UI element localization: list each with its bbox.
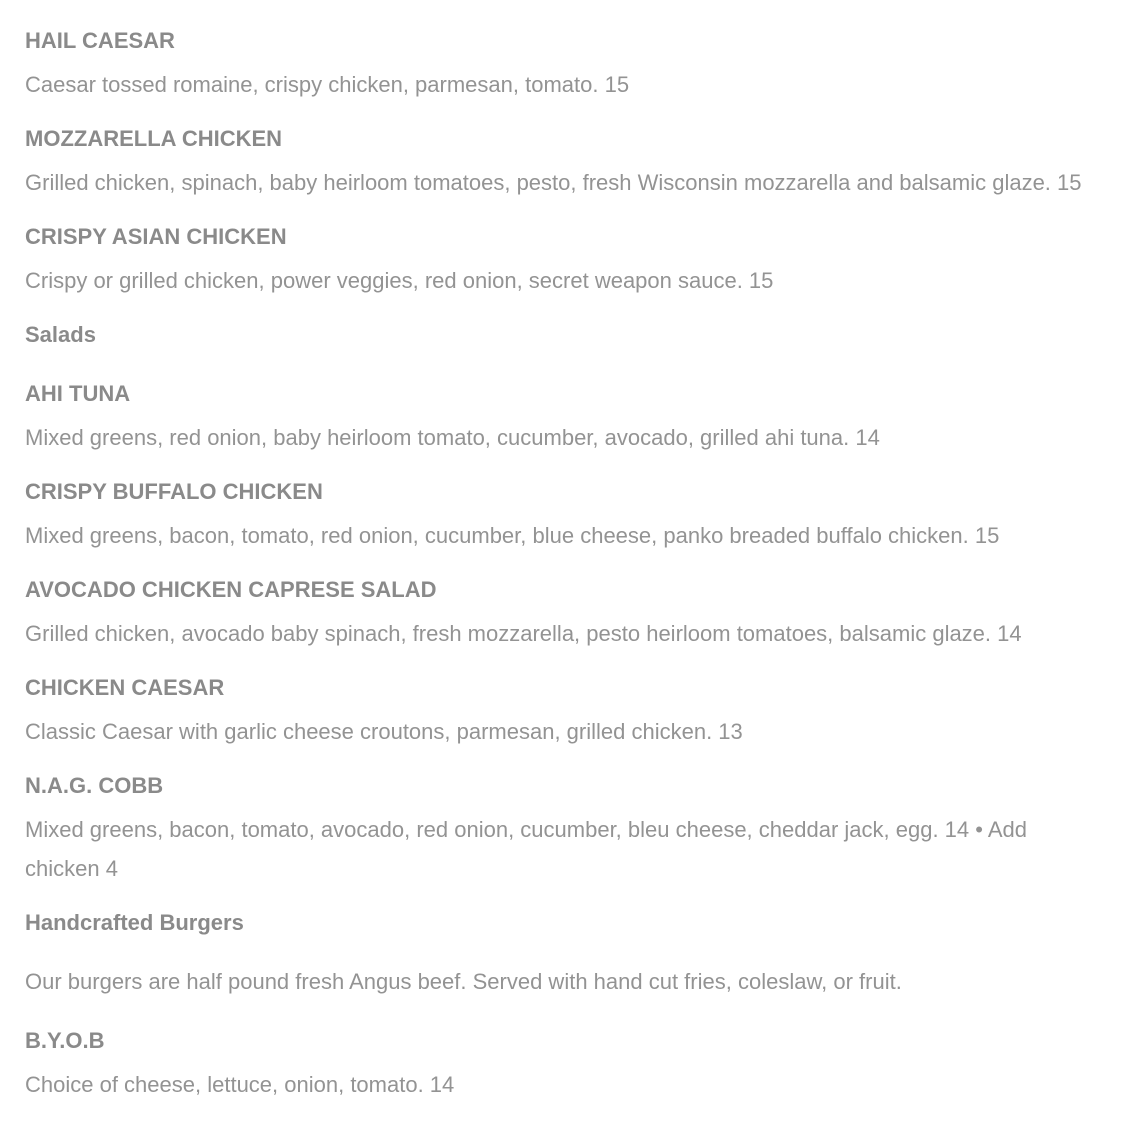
menu-item-title: MOZZARELLA CHICKEN <box>25 126 283 151</box>
menu-item-title: B.Y.O.B <box>25 1028 105 1053</box>
menu-item-avocado-chicken-caprese <box>25 575 1105 653</box>
menu-item-crispy-asian-chicken <box>25 222 1105 300</box>
menu-item-title: HAIL CAESAR <box>25 28 175 53</box>
section-heading-salads: Salads <box>25 322 96 347</box>
section-note-burgers: Our burgers are half pound fresh Angus beef. Served with hand cut fries, coleslaw, or fruit. <box>25 969 902 994</box>
menu-item-description: Mixed greens, bacon, tomato, avocado, red onion, cucumber, bleu cheese, cheddar jack, egg. 14 • Add chicken 4 <box>25 817 1027 881</box>
menu-item-title: CRISPY ASIAN CHICKEN <box>25 224 287 249</box>
menu-item-crispy-buffalo-chicken <box>25 477 1105 555</box>
menu-item-ahi-tuna <box>25 379 1105 457</box>
menu-item-nag-cobb <box>25 771 1105 888</box>
menu-item-description: Crispy or grilled chicken, power veggies, red onion, secret weapon sauce. 15 <box>25 268 774 293</box>
section-heading-burgers: Handcrafted Burgers <box>25 910 244 935</box>
menu-item-hail-caesar <box>25 26 1105 104</box>
menu-item-chicken-caesar <box>25 673 1105 751</box>
menu-item-title: AVOCADO CHICKEN CAPRESE SALAD <box>25 577 437 602</box>
menu-item-mozzarella-chicken <box>25 124 1105 202</box>
menu-item-title: N.A.G. COBB <box>25 773 164 798</box>
menu-item-description: Grilled chicken, spinach, baby heirloom tomatoes, pesto, fresh Wisconsin mozzarella and balsamic glaze. 15 <box>25 170 1082 195</box>
menu-item-title: CRISPY BUFFALO CHICKEN <box>25 479 323 504</box>
menu-item-byob <box>25 1026 1105 1104</box>
menu-item-description: Mixed greens, bacon, tomato, red onion, cucumber, blue cheese, panko breaded buffalo chicken. 15 <box>25 523 1000 548</box>
menu-item-description: Caesar tossed romaine, crispy chicken, parmesan, tomato. 15 <box>25 72 630 97</box>
menu-item-description: Classic Caesar with garlic cheese croutons, parmesan, grilled chicken. 13 <box>25 719 743 744</box>
menu-item-title: AHI TUNA <box>25 381 131 406</box>
menu-item-description: Mixed greens, red onion, baby heirloom tomato, cucumber, avocado, grilled ahi tuna. 14 <box>25 425 880 450</box>
menu-item-description: Choice of cheese, lettuce, onion, tomato. 14 <box>25 1072 455 1097</box>
menu-item-description: Grilled chicken, avocado baby spinach, fresh mozzarella, pesto heirloom tomatoes, balsamic glaze. 14 <box>25 621 1022 646</box>
menu-item-title: CHICKEN CAESAR <box>25 675 225 700</box>
